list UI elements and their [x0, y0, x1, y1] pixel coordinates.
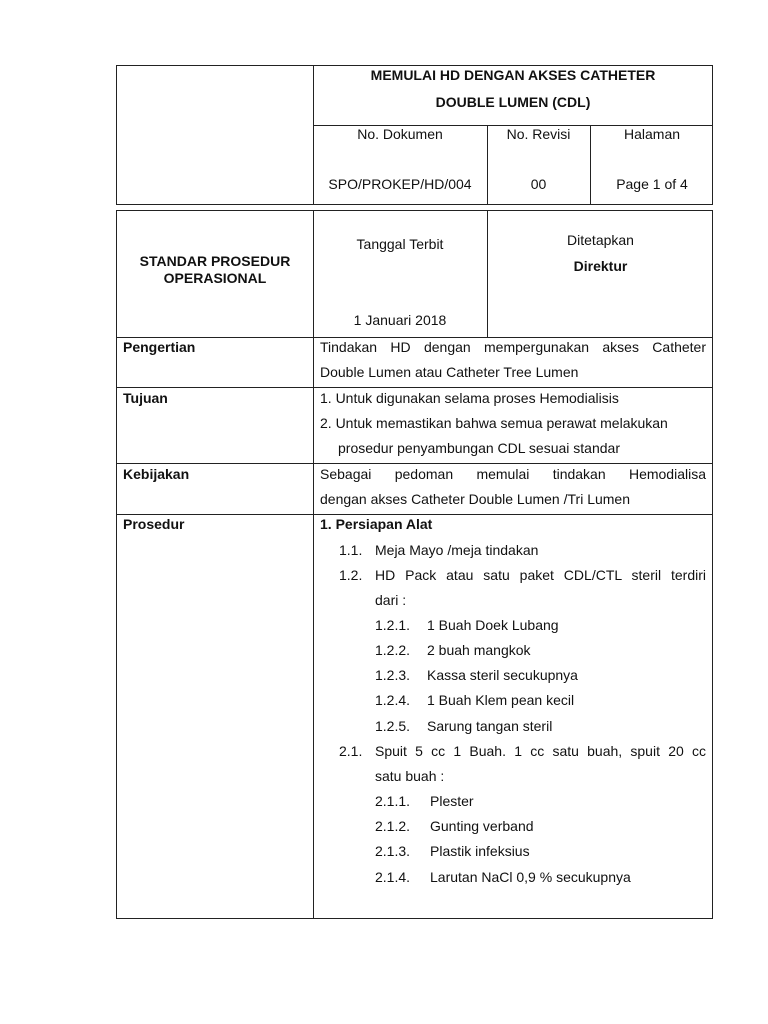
pengertian-line1: Tindakan HD dengan mempergunakan akses Catheter	[320, 339, 706, 355]
prosedur-item-number: 1.2.	[339, 567, 363, 583]
tujuan-label: Tujuan	[123, 390, 168, 406]
document-header-table	[116, 65, 713, 205]
prosedur-subitem-text: 1 Buah Klem pean kecil	[427, 692, 575, 708]
sop-title-line1: STANDAR PROSEDUR	[139, 253, 291, 269]
prosedur-subitem-number: 2.1.3.	[375, 843, 411, 859]
prosedur-subitem-text: Kassa steril secukupnya	[427, 667, 578, 683]
tujuan-line3: prosedur penyambungan CDL sesuai standar	[338, 440, 620, 456]
prosedur-subitem-text: Plester	[430, 793, 474, 809]
grid-line	[487, 211, 488, 337]
prosedur-subitem-number: 1.2.4.	[375, 692, 411, 708]
prosedur-item-text: Meja Mayo /meja tindakan	[375, 542, 539, 558]
prosedur-item-text: HD Pack atau satu paket CDL/CTL steril terdiri	[375, 567, 706, 583]
halaman-value: Page 1 of 4	[616, 176, 688, 192]
prosedur-subitem-number: 1.2.5.	[375, 718, 411, 734]
no-revisi-label: No. Revisi	[506, 126, 571, 142]
prosedur-subitem-number: 2.1.2.	[375, 818, 411, 834]
ditetapkan-label: Ditetapkan	[567, 232, 634, 248]
prosedur-heading: 1. Persiapan Alat	[320, 516, 433, 532]
document-title-line1: MEMULAI HD DENGAN AKSES CATHETER	[370, 67, 656, 83]
prosedur-item-continuation: satu buah :	[375, 768, 445, 784]
no-revisi-value: 00	[530, 176, 547, 192]
kebijakan-line1: Sebagai pedoman memulai tindakan Hemodialisa	[320, 466, 706, 482]
prosedur-subitem-text: Larutan NaCl 0,9 % secukupnya	[430, 869, 631, 885]
prosedur-subitem-text: Gunting verband	[430, 818, 534, 834]
prosedur-item-number: 1.1.	[339, 542, 363, 558]
prosedur-subitem-number: 1.2.3.	[375, 667, 411, 683]
kebijakan-label: Kebijakan	[123, 466, 190, 482]
tanggal-terbit-value: 1 Januari 2018	[353, 312, 447, 328]
prosedur-subitem-text: 1 Buah Doek Lubang	[427, 617, 559, 633]
no-dokumen-value: SPO/PROKEP/HD/004	[328, 176, 472, 192]
no-dokumen-label: No. Dokumen	[357, 126, 443, 142]
grid-line	[117, 514, 712, 515]
grid-line	[117, 337, 712, 338]
sop-title-line2: OPERASIONAL	[163, 270, 267, 286]
tujuan-line2: 2. Untuk memastikan bahwa semua perawat melakukan	[320, 415, 668, 431]
prosedur-subitem-text: 2 buah mangkok	[427, 642, 531, 658]
ditetapkan-by: Direktur	[573, 258, 628, 274]
kebijakan-line2: dengan akses Catheter Double Lumen /Tri Lumen	[320, 491, 630, 507]
prosedur-subitem-text: Sarung tangan steril	[427, 718, 553, 734]
pengertian-label: Pengertian	[123, 339, 196, 355]
prosedur-item-number: 2.1.	[339, 743, 363, 759]
prosedur-subitem-text: Plastik infeksius	[430, 843, 530, 859]
halaman-label: Halaman	[623, 126, 681, 142]
document-title-line2: DOUBLE LUMEN (CDL)	[435, 94, 591, 110]
prosedur-item-continuation: dari :	[375, 592, 407, 608]
grid-line	[117, 463, 712, 464]
sop-body-table	[116, 210, 713, 919]
tujuan-line1: 1. Untuk digunakan selama proses Hemodialisis	[320, 390, 619, 406]
tanggal-terbit-label: Tanggal Terbit	[356, 236, 444, 252]
prosedur-subitem-number: 2.1.1.	[375, 793, 411, 809]
pengertian-line2: Double Lumen atau Catheter Tree Lumen	[320, 364, 579, 380]
prosedur-item-text: Spuit 5 cc 1 Buah. 1 cc satu buah, spuit 20 cc	[375, 743, 706, 759]
prosedur-subitem-number: 2.1.4.	[375, 869, 411, 885]
grid-line	[117, 387, 712, 388]
prosedur-label: Prosedur	[123, 516, 185, 532]
prosedur-subitem-number: 1.2.1.	[375, 617, 411, 633]
prosedur-subitem-number: 1.2.2.	[375, 642, 411, 658]
